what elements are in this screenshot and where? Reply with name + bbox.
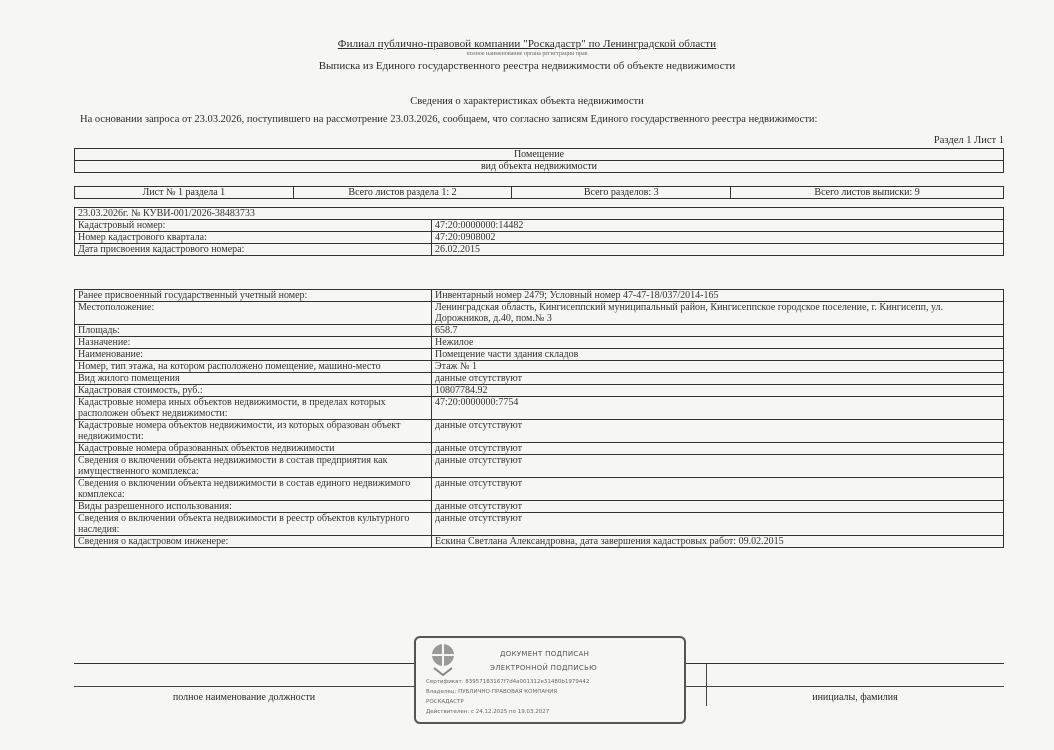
total-sheets-extract: Всего листов выписки: 9	[731, 187, 1004, 199]
row-label: Сведения о включении объекта недвижимости в состав единого недвижимого комплекса:	[75, 478, 432, 501]
row-value: 47:20:0000000:7754	[432, 397, 1004, 420]
request-basis-text: На основании запроса от 23.03.2026, поступившего на рассмотрение 23.03.2026, сообщаем, что согласно записям Единого государственного реестра недвижимости:	[80, 114, 818, 125]
row-value: 658.7	[432, 325, 1004, 337]
document-title: Выписка из Единого государственного реестра недвижимости об объекте недвижимости	[318, 60, 736, 72]
table-row	[75, 244, 1004, 256]
row-value: 47:20:0000000:14482	[432, 220, 1004, 232]
row-label: Площадь:	[75, 325, 432, 337]
row-label: Виды разрешенного использования:	[75, 501, 432, 513]
row-value: Ескина Светлана Александровна, дата завершения кадастровых работ: 09.02.2015	[432, 536, 1004, 548]
table-row	[75, 302, 1004, 325]
document-header	[0, 38, 1054, 72]
row-label: Ранее присвоенный государственный учетный номер:	[75, 290, 432, 302]
object-type-caption: вид объекта недвижимости	[75, 161, 1004, 173]
table-row	[75, 513, 1004, 536]
row-label: Сведения о кадастровом инженере:	[75, 536, 432, 548]
table-row	[75, 420, 1004, 443]
table-row	[75, 373, 1004, 385]
row-value: Ленинградская область, Кингисеппский муниципальный район, Кингисеппское городское поселение, г. Кингисепп, ул. Дорожников, д.40, пом.№ 3	[432, 302, 1004, 325]
sheet-number: Лист № 1 раздела 1	[75, 187, 294, 199]
row-label: Кадастровый номер:	[75, 220, 432, 232]
row-label: Кадастровые номера образованных объектов недвижимости	[75, 443, 432, 455]
table-row	[75, 232, 1004, 244]
object-type-value: Помещение	[75, 149, 1004, 161]
row-value: Нежилое	[432, 337, 1004, 349]
stamp-owner-name: РОСКАДАСТР	[426, 699, 464, 705]
row-label: Дата присвоения кадастрового номера:	[75, 244, 432, 256]
name-caption: инициалы, фамилия	[812, 692, 898, 703]
sheet-info-table	[74, 186, 1004, 199]
table-row	[75, 385, 1004, 397]
extract-reference: 23.03.2026г. № КУВИ-001/2026-38483733	[75, 208, 1004, 220]
row-label: Наименование:	[75, 349, 432, 361]
row-label: Кадастровые номера иных объектов недвижимости, в пределах которых расположен объект недвижимости:	[75, 397, 432, 420]
position-caption: полное наименование должности	[172, 692, 316, 703]
row-value: данные отсутствуют	[432, 455, 1004, 478]
table-row	[75, 361, 1004, 373]
row-value: данные отсутствуют	[432, 373, 1004, 385]
row-value: данные отсутствуют	[432, 501, 1004, 513]
electronic-signature-stamp	[414, 636, 686, 724]
table-row	[75, 349, 1004, 361]
section-reference: Раздел 1 Лист 1	[933, 135, 1004, 146]
table-row	[75, 455, 1004, 478]
row-value: данные отсутствуют	[432, 420, 1004, 443]
row-value: Помещение части здания складов	[432, 349, 1004, 361]
characteristics-table	[74, 289, 1004, 548]
stamp-owner: Владелец: ПУБЛИЧНО-ПРАВОВАЯ КОМПАНИЯ	[426, 689, 558, 695]
cadastral-summary-table	[74, 207, 1004, 256]
stamp-title: ДОКУМЕНТ ПОДПИСАН	[500, 650, 590, 658]
table-row	[75, 337, 1004, 349]
row-value: Этаж № 1	[432, 361, 1004, 373]
document-subtitle: Сведения о характеристиках объекта недвижимости	[410, 96, 644, 107]
table-row	[75, 397, 1004, 420]
total-sections: Всего разделов: 3	[512, 187, 731, 199]
row-value: 10807784.92	[432, 385, 1004, 397]
total-sheets-section: Всего листов раздела 1: 2	[293, 187, 512, 199]
row-label: Сведения о включении объекта недвижимости в реестр объектов культурного наследия:	[75, 513, 432, 536]
table-row	[75, 220, 1004, 232]
row-label: Кадастровые номера объектов недвижимости, из которых образован объект недвижимости:	[75, 420, 432, 443]
table-row	[75, 325, 1004, 337]
table-row	[75, 290, 1004, 302]
row-value: данные отсутствуют	[432, 443, 1004, 455]
emblem-icon	[428, 642, 458, 676]
row-value: 47:20:0908002	[432, 232, 1004, 244]
organization-name: Филиал публично-правовой компании "Роскадастр" по Ленинградской области	[337, 38, 717, 50]
row-label: Местоположение:	[75, 302, 432, 325]
stamp-validity: Действителен: с 24.12.2025 по 19.03.2027	[426, 709, 550, 715]
table-row	[75, 536, 1004, 548]
row-value: данные отсутствуют	[432, 513, 1004, 536]
row-value: данные отсутствуют	[432, 478, 1004, 501]
row-label: Вид жилого помещения	[75, 373, 432, 385]
table-row	[75, 501, 1004, 513]
organization-caption: полное наименование органа регистрации прав	[466, 51, 588, 57]
table-row	[75, 443, 1004, 455]
row-value: 26.02.2015	[432, 244, 1004, 256]
table-row	[75, 478, 1004, 501]
row-label: Кадастровая стоимость, руб.:	[75, 385, 432, 397]
stamp-subtitle: ЭЛЕКТРОННОЙ ПОДПИСЬЮ	[490, 664, 598, 672]
row-label: Сведения о включении объекта недвижимости в состав предприятия как имущественного комплекса:	[75, 455, 432, 478]
stamp-certificate: Сертификат: 83957183167f7d4a001312e31480b1979442	[426, 679, 590, 685]
object-type-table	[74, 148, 1004, 173]
row-label: Назначение:	[75, 337, 432, 349]
row-label: Номер кадастрового квартала:	[75, 232, 432, 244]
row-value: Инвентарный номер 2479; Условный номер 47-47-18/037/2014-165	[432, 290, 1004, 302]
row-label: Номер, тип этажа, на котором расположено помещение, машино-место	[75, 361, 432, 373]
